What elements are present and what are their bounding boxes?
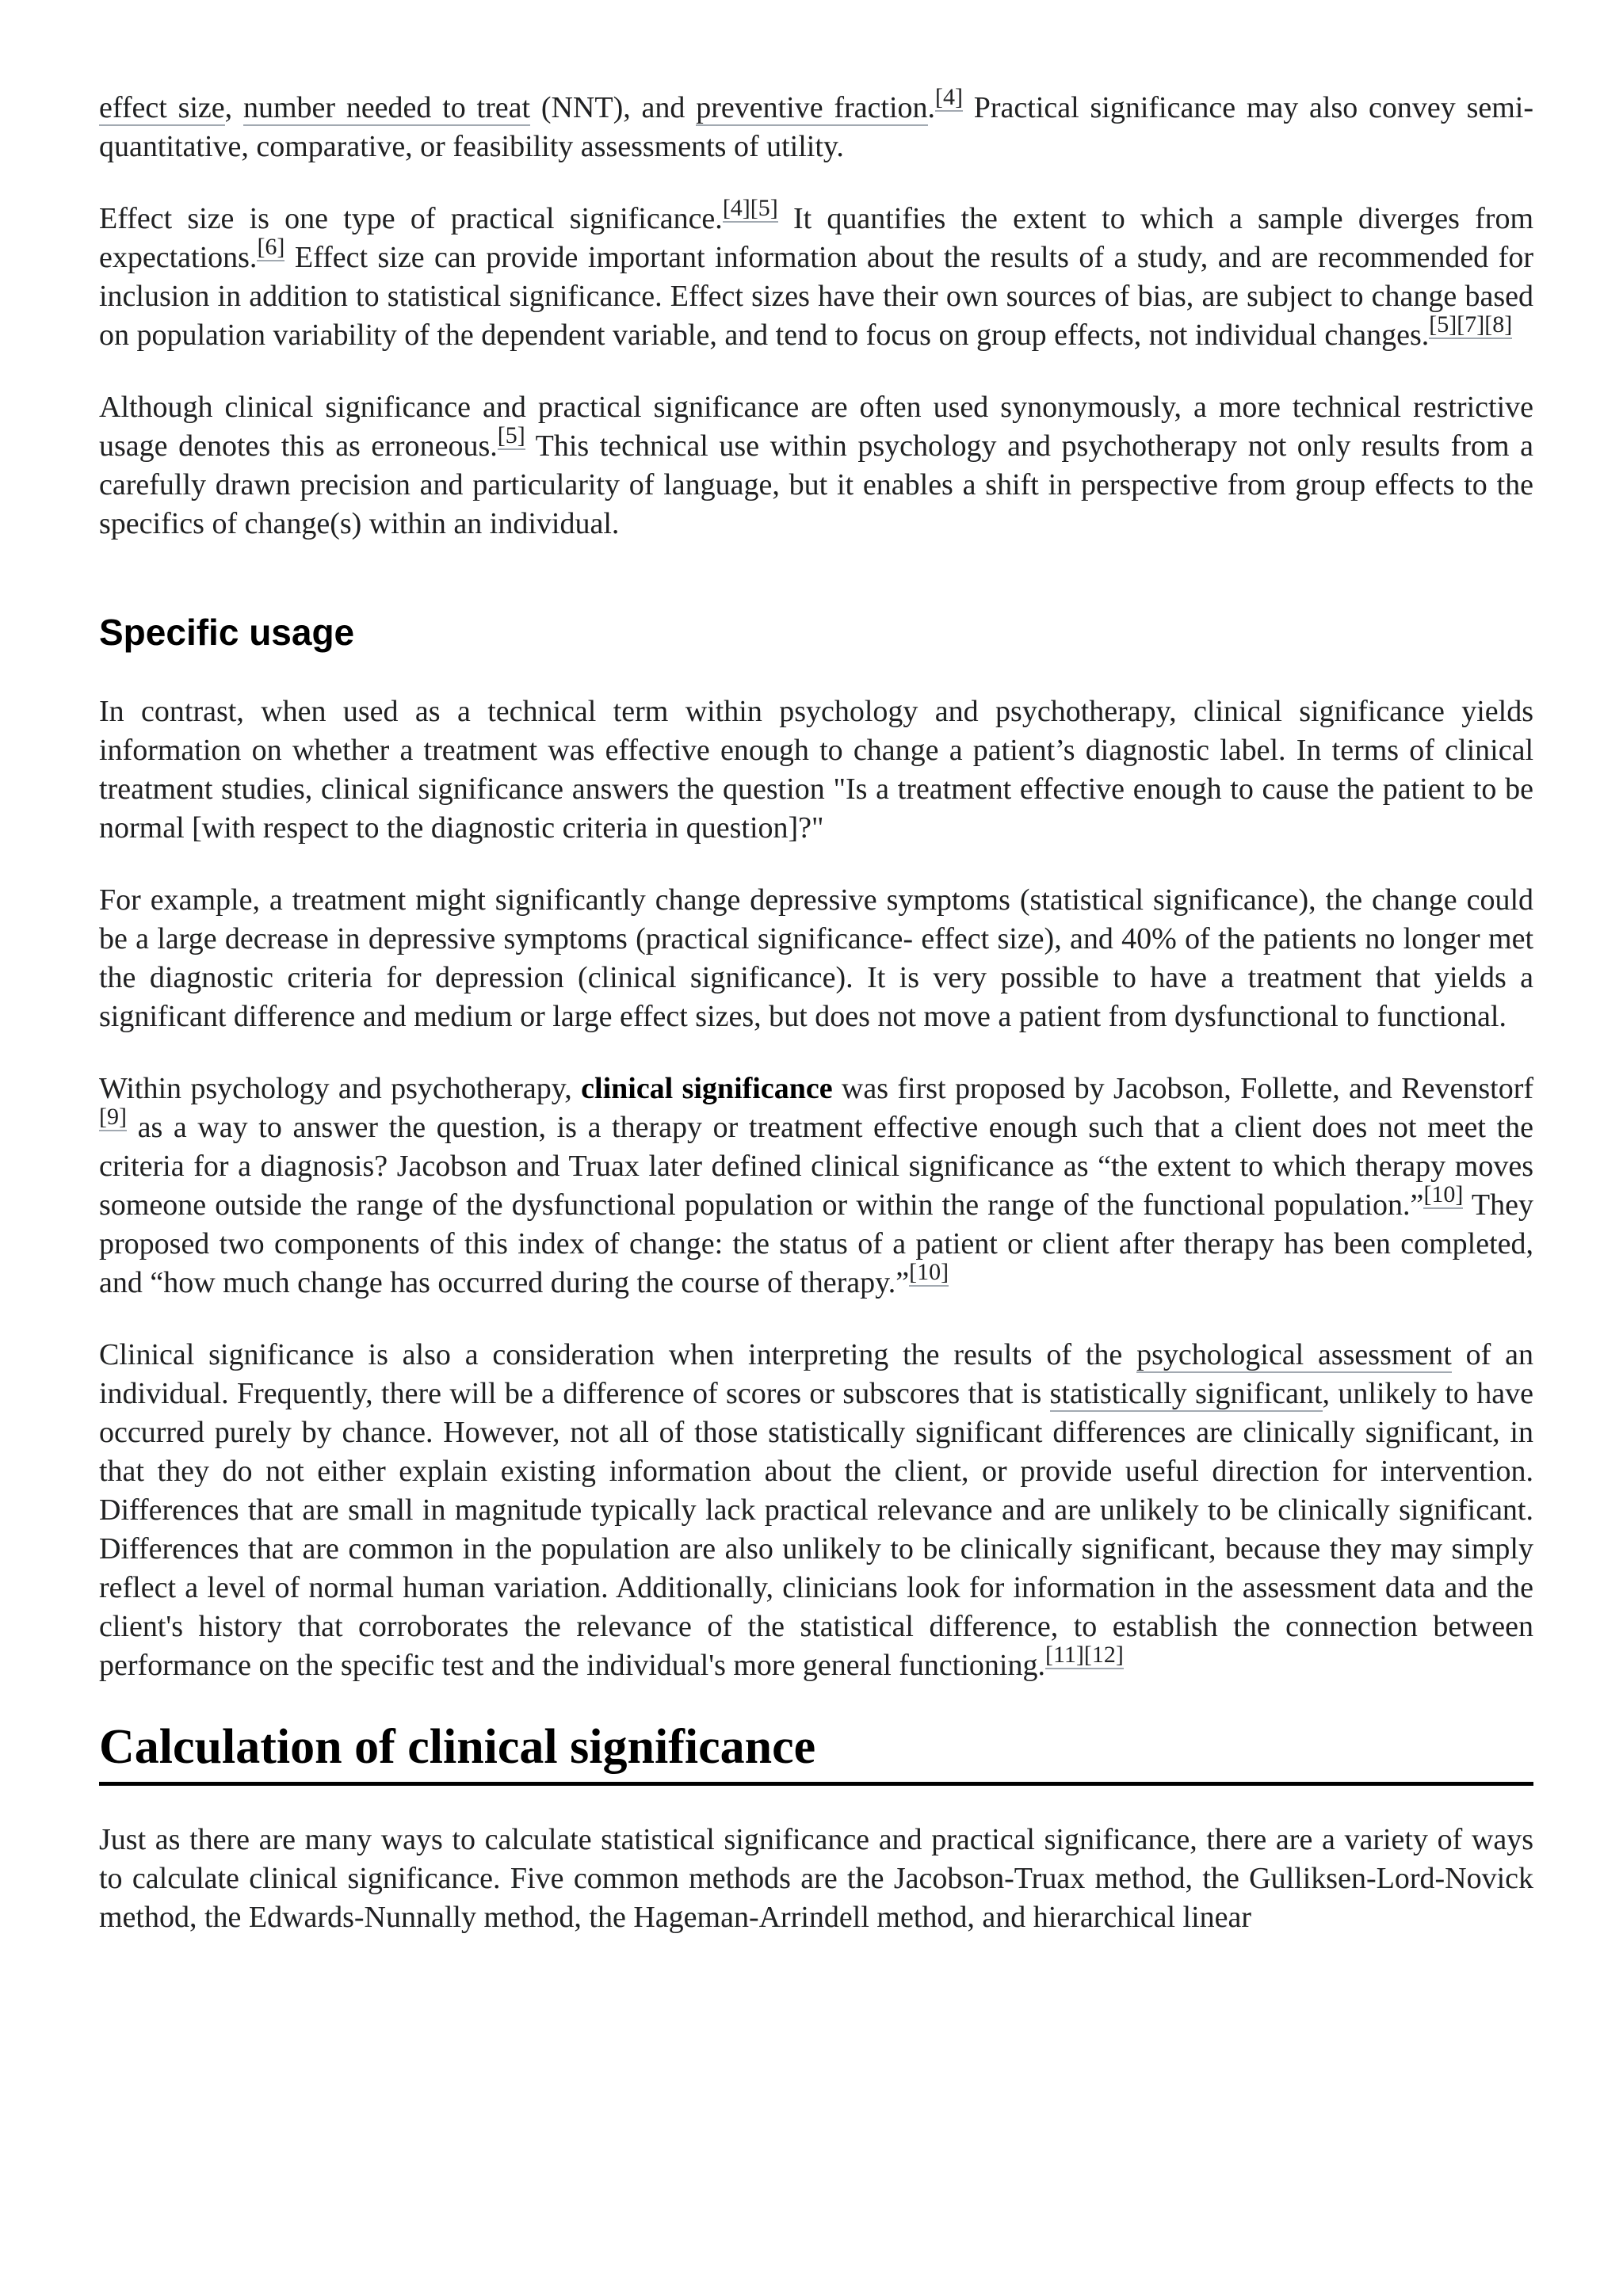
article-body: [99, 84, 1534, 1970]
bold-term: clinical significance: [581, 1072, 833, 1105]
link-psychological-assessment[interactable]: psychological assessment: [1136, 1338, 1452, 1371]
citation-ref[interactable]: [10]: [1423, 1181, 1464, 1207]
link-effect-size[interactable]: effect size: [99, 91, 225, 124]
paragraph-example: For example, a treatment might significantly change depressive symptoms (statistical significance), the change could be a large decrease in depressive symptoms (practical significance- effect size), and 40% of the patients no longer met the diagnostic criteria for depression (clinical significance). It is very possible to have a treatment that yields a significant difference and medium or large effect sizes, but does not move a patient from dysfunctional to functional.: [99, 883, 1533, 1033]
paragraph-jacobson: Within psychology and psychotherapy, clinical significance was first proposed by Jacobson, Follette, and Revenstorf [9] as a way to answer the question, is a therapy or treatment effective enough such that a client does not meet the criteria for a diagnosis? Jacobson and Truax later defined clinical significance as “the extent to which therapy moves someone outside the range of the dysfunctional population or within the range of the functional population.”[10] They proposed two components of this index of change: the status of a patient or client after therapy has been completed, and “how much change has occurred during the course of therapy.”[10]: [99, 1072, 1534, 1299]
link-preventive-fraction[interactable]: preventive fraction: [696, 91, 928, 124]
citation-ref[interactable]: [10]: [909, 1259, 949, 1285]
paragraph-synonymous-usage: Although clinical significance and practical significance are often used synonymously, a more technical restrictive usage denotes this as erroneous.[5] This technical use within psychology and psychotherapy not only results from a carefully drawn precision and particularity of language, but it enables a shift in perspective from group effects to the specifics of change(s) within an individual.: [99, 391, 1533, 540]
section-heading-specific-usage: Specific usage: [99, 612, 355, 653]
paragraph-effect-size: Effect size is one type of practical significance.[4][5] It quantifies the extent to which a sample diverges from expectations.[6] Effect size can provide important information about the results of a study, and are recommended for inclusion in addition to statistical significance. Effect sizes have their own sources of bias, are subject to change based on population variability of the dependent variable, and tend to focus on group effects, not individual changes.[5][7][8]: [99, 195, 1533, 352]
citation-ref[interactable]: [9]: [99, 1104, 127, 1130]
paragraph-practical-significance: effect size, number needed to treat (NNT), and preventive fraction.[4] Practical significance may also convey semi-quantitative, comparative, or feasibility assessments of utility.: [99, 84, 1533, 163]
citation-ref[interactable]: [4]: [722, 195, 750, 221]
citation-ref[interactable]: [8]: [1484, 311, 1513, 338]
link-number-needed-to-treat[interactable]: number needed to treat: [242, 91, 531, 124]
paragraph-calculation-methods: Just as there are many ways to calculate statistical significance and practical significance, there are a variety of ways to calculate clinical significance. Five common methods are the Jacobson-Truax method, the Gulliksen-Lord-Novick method, the Edwards-Nunnally method, the Hageman-Arrindell method, and hierarchical linear: [99, 1823, 1533, 1934]
citation-ref[interactable]: [5]: [1429, 311, 1457, 338]
paragraph-assessment: Clinical significance is also a consideration when interpreting the results of the psychological assessment of an individual. Frequently, there will be a difference of scores or subscores that is statistically significant, unlikely to have occurred purely by chance. However, not all of those statistically significant differences are clinically significant, in that they do not either explain existing information about the client, or provide useful direction for intervention. Differences that are small in magnitude typically lack practical relevance and are unlikely to be clinically significant. Differences that are common in the population are also unlikely to be clinically significant, because they may simply reflect a level of normal human variation. Additionally, clinicians look for information in the assessment data and the client's history that corroborates the relevance of the statistical difference, to establish the connection between performance on the specific test and the individual's more general functioning.[11][12]: [99, 1338, 1533, 1682]
citation-ref[interactable]: [7]: [1457, 311, 1485, 338]
citation-ref[interactable]: [12]: [1083, 1642, 1124, 1668]
section-heading-calculation: Calculation of clinical significance: [99, 1718, 1533, 1786]
citation-ref[interactable]: [6]: [257, 234, 285, 260]
citation-ref[interactable]: [4]: [935, 84, 963, 110]
link-statistically-significant[interactable]: statistically significant: [1049, 1377, 1323, 1410]
paragraph-technical-term: In contrast, when used as a technical term within psychology and psychotherapy, clinical significance yields information on whether a treatment was effective enough to change a patient’s diagnostic label. In terms of clinical treatment studies, clinical significance answers the question "Is a treatment effective enough to cause the patient to be normal [with respect to the diagnostic criteria in question]?": [99, 695, 1533, 845]
citation-ref[interactable]: [5]: [497, 422, 525, 448]
citation-ref[interactable]: [11]: [1044, 1642, 1084, 1668]
citation-ref[interactable]: [5]: [750, 195, 778, 221]
